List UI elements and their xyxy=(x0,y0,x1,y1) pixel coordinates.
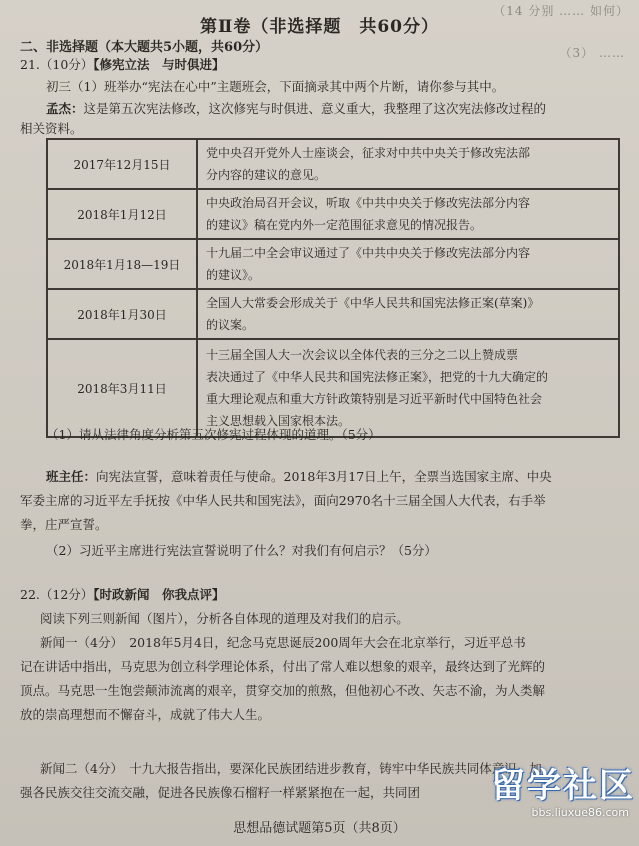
table-row xyxy=(47,289,619,339)
event-line: 重大理论观点和重大方针政策特别是习近平新时代中国特色社会 xyxy=(206,392,543,406)
q22-intro: 阅读下列三则新闻（图片），分析各自体现的道理及对我们的启示。 xyxy=(40,611,409,626)
table-date: 2018年1月30日 xyxy=(47,289,197,339)
q21-speech2-line1 xyxy=(46,466,552,488)
watermark-url: bbs.liuxue86.com xyxy=(531,806,629,819)
event-line: 中央政治局召开会议，听取《中共中央关于修改宪法部分内容 xyxy=(206,196,531,210)
table-event xyxy=(197,189,619,239)
news1-line3: 顶点。马克思一生饱尝颠沛流离的艰辛，贯穿交加的煎熬，但他初心不改、矢志不渝，为人类解 xyxy=(20,683,546,698)
event-line: 的建议》。 xyxy=(206,268,261,282)
q21-speech2-line3: 拳，庄严宣誓。 xyxy=(20,517,108,532)
table-event xyxy=(197,289,619,339)
event-line: 的议案。 xyxy=(206,318,255,332)
speech2-text: 向宪法宣誓，意味着责任与使命。2018年3月17日上午，全票当选国家主席、中央 xyxy=(96,469,552,484)
news2-line1: 新闻二（4分） 十九大报告指出，要深化民族团结进步教育，铸牢中华民族共同体意识，加 xyxy=(40,761,542,776)
news1-line1: 新闻一（4分） 2018年5月4日，纪念马克思诞辰200周年大会在北京举行，习近平总书 xyxy=(40,635,526,650)
table-date: 2018年1月12日 xyxy=(47,189,197,239)
q21-title: 【修宪立法 与时俱进】 xyxy=(93,57,225,72)
table-date: 2018年1月18—19日 xyxy=(47,239,197,289)
q21-speech1-line2: 相关资料。 xyxy=(20,121,83,136)
q22-title: 【时政新闻 你我点评】 xyxy=(93,587,225,602)
event-line: 主义思想载入国家根本法。 xyxy=(206,414,351,428)
table-event xyxy=(197,239,619,289)
q21-question1: （1）请从法律角度分析第五次修宪过程体现的道理。（5分） xyxy=(46,427,381,442)
q22-heading xyxy=(20,584,225,606)
event-line: 十九届二中全会审议通过了《中共中央关于修改宪法部分内容 xyxy=(206,246,531,260)
bleed-through-text: （14 分别 …… 如何） xyxy=(493,4,629,18)
event-line: 十三届全国人大一次会议以全体代表的三分之二以上赞成票 xyxy=(206,348,519,362)
event-line: 党中央召开党外人士座谈会，征求对中共中央关于修改宪法部 xyxy=(206,146,531,160)
table-event xyxy=(197,139,619,189)
q21-question2: （2）习近平主席进行宪法宣誓说明了什么？对我们有何启示？（5分） xyxy=(46,543,437,558)
q21-number: 21.（10分） xyxy=(20,57,94,72)
bleed-through-text-2: （3） …… xyxy=(559,46,625,60)
q21-heading xyxy=(20,54,225,76)
q21-speech2-line2: 军委主席的习近平左手抚按《中华人民共和国宪法》，面向2970名十三届全国人大代表，右手举 xyxy=(20,493,546,508)
speaker-mengjie: 孟杰： xyxy=(46,101,84,116)
event-line: 分内容的建议的意见。 xyxy=(206,168,327,182)
section-heading: 二、非选择题（本大题共5小题，共60分） xyxy=(20,40,269,55)
watermark-logo: 留学社区 xyxy=(491,766,635,806)
table-event xyxy=(197,339,619,437)
news1-line2: 记在讲话中指出，马克思为创立科学理论体系，付出了常人难以想象的艰辛，最终达到了光辉的 xyxy=(20,659,546,674)
table-date: 2018年3月11日 xyxy=(47,339,197,437)
table-row xyxy=(47,139,619,189)
watermark xyxy=(465,758,635,824)
table-row xyxy=(47,189,619,239)
q22-number: 22.（12分） xyxy=(20,587,94,602)
event-line: 的建议》稿在党内外一定范围征求意见的情况报告。 xyxy=(206,218,483,232)
event-line: 全国人大常委会形成关于《中华人民共和国宪法修正案(草案)》 xyxy=(206,296,540,310)
table-date: 2017年12月15日 xyxy=(47,139,197,189)
page-footer: 思想品德试题第5页（共8页） xyxy=(233,821,406,836)
speaker-teacher: 班主任： xyxy=(46,469,97,484)
news2-line2: 强各民族交往交流交融，促进各民族像石榴籽一样紧紧抱在一起，共同团 xyxy=(20,785,421,800)
speech1-text: 这是第五次宪法修改，这次修宪与时俱进、意义重大，我整理了这次宪法修改过程的 xyxy=(83,101,547,116)
q21-intro: 初三（1）班举办“宪法在心中”主题班会，下面摘录其中两个片断，请你参与其中。 xyxy=(46,79,505,94)
q21-speech1-line1 xyxy=(46,98,546,120)
table-row xyxy=(47,339,619,437)
timeline-table xyxy=(46,138,620,438)
table-row xyxy=(47,239,619,289)
paper-title: 第Ⅱ卷（非选择题 共60分） xyxy=(200,17,439,37)
news1-line4: 放的崇高理想而不懈奋斗，成就了伟大人生。 xyxy=(20,707,271,722)
event-line: 表决通过了《中华人民共和国宪法修正案》，把党的十九大确定的 xyxy=(206,370,549,384)
